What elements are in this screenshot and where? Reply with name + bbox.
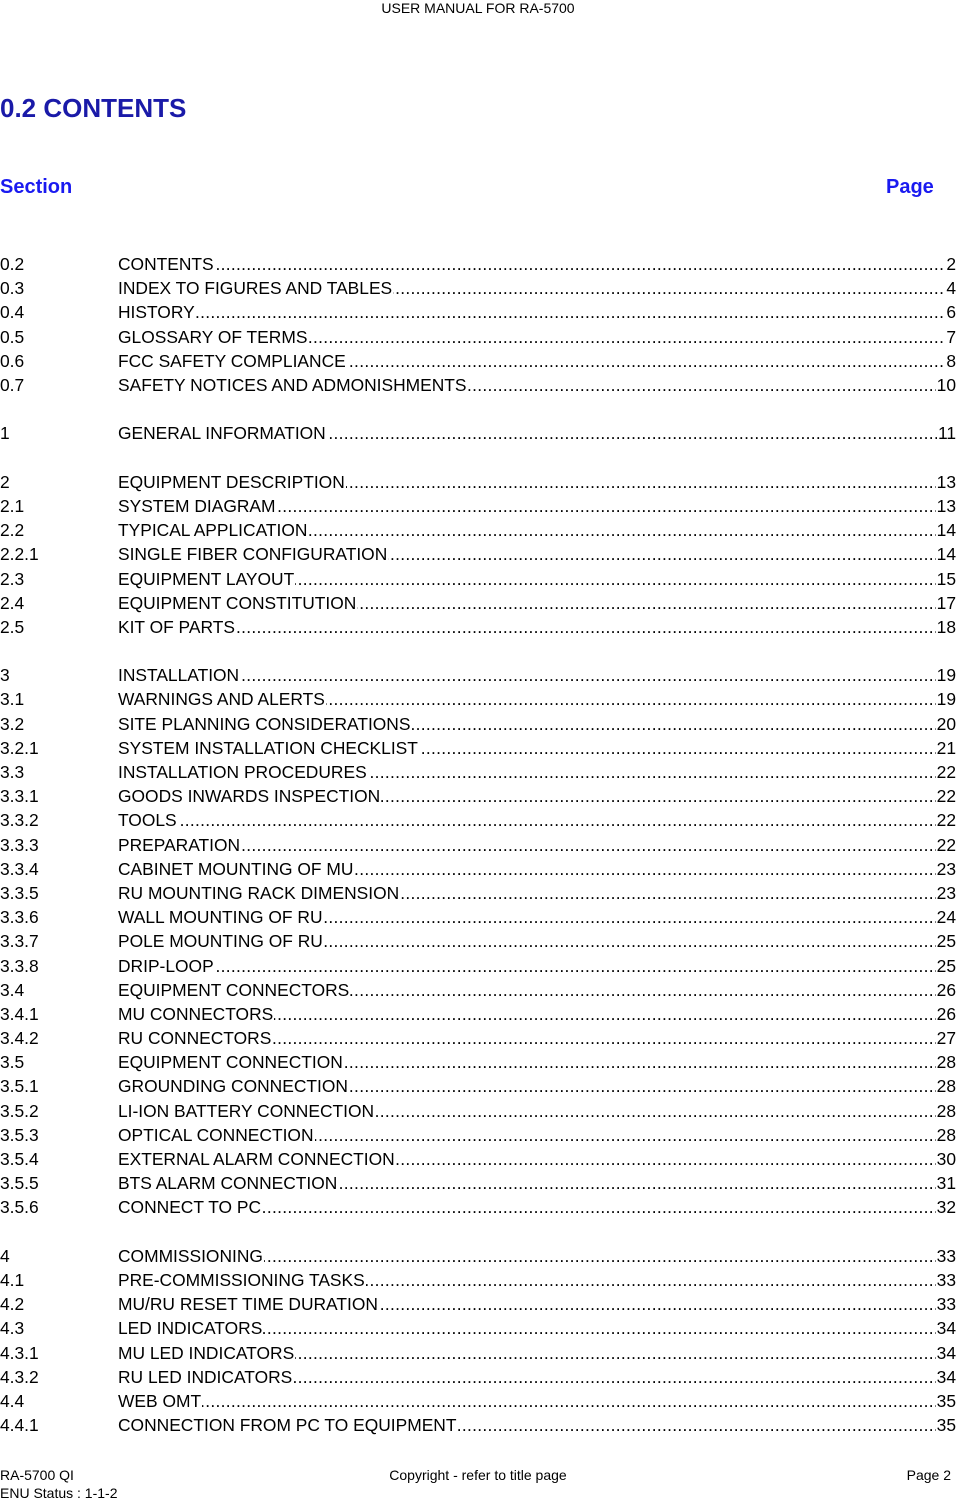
toc-title-leader bbox=[118, 954, 936, 978]
toc-section-title: POLE MOUNTING OF RU bbox=[118, 931, 323, 952]
toc-spacer bbox=[0, 446, 956, 470]
toc-title-leader bbox=[118, 349, 945, 373]
toc-section-number: 3.5.4 bbox=[0, 1149, 39, 1170]
toc-section-title: TOOLS bbox=[118, 810, 177, 831]
toc-section-number: 4.1 bbox=[0, 1269, 25, 1290]
toc-entry[interactable] bbox=[0, 905, 956, 929]
toc-page-number: 28 bbox=[936, 1124, 956, 1145]
toc-section-number: 2.1 bbox=[0, 495, 25, 516]
toc-title-leader bbox=[118, 1268, 936, 1292]
toc-title-leader bbox=[118, 784, 936, 808]
toc-page-number: 26 bbox=[936, 979, 956, 1000]
toc-page-number: 20 bbox=[936, 713, 956, 734]
toc-page-number: 24 bbox=[936, 907, 956, 928]
toc-entry[interactable] bbox=[0, 833, 956, 857]
toc-entry[interactable] bbox=[0, 421, 956, 445]
toc-title-leader bbox=[118, 518, 936, 542]
toc-entry[interactable] bbox=[0, 1099, 956, 1123]
toc-section-number: 1 bbox=[0, 423, 10, 444]
toc-page-number: 19 bbox=[936, 689, 956, 710]
toc-page-number: 2 bbox=[946, 254, 956, 275]
toc-section-number: 3.5.2 bbox=[0, 1100, 39, 1121]
toc-section-title: CONNECTION FROM PC TO EQUIPMENT bbox=[118, 1415, 457, 1436]
toc-title-leader bbox=[118, 978, 936, 1002]
toc-title-leader bbox=[118, 252, 945, 276]
toc-section-title: SINGLE FIBER CONFIGURATION bbox=[118, 544, 388, 565]
toc-section-title: CONTENTS bbox=[118, 254, 214, 275]
toc-entry[interactable] bbox=[0, 276, 956, 300]
toc-section-number: 3.3.1 bbox=[0, 786, 39, 807]
toc-section-number: 2.2.1 bbox=[0, 544, 39, 565]
toc-page-number: 10 bbox=[936, 375, 956, 396]
page-column-heading: Page bbox=[886, 176, 934, 198]
toc-section-title: INSTALLATION bbox=[118, 665, 240, 686]
toc-page-number: 18 bbox=[936, 616, 956, 637]
toc-title-leader bbox=[118, 373, 936, 397]
toc-section-title: COMMISSIONING bbox=[118, 1245, 263, 1266]
toc-entry[interactable] bbox=[0, 1389, 956, 1413]
toc-entry[interactable] bbox=[0, 1171, 956, 1195]
toc-section-number: 3.4.1 bbox=[0, 1003, 39, 1024]
toc-page-number: 22 bbox=[936, 786, 956, 807]
toc-section-title: MU/RU RESET TIME DURATION bbox=[118, 1294, 378, 1315]
toc-spacer bbox=[0, 397, 956, 421]
toc-entry[interactable] bbox=[0, 663, 956, 687]
table-of-contents bbox=[0, 252, 956, 1437]
toc-title-leader bbox=[118, 833, 936, 857]
toc-entry[interactable] bbox=[0, 978, 956, 1002]
toc-entry[interactable] bbox=[0, 1340, 956, 1364]
toc-page-number: 14 bbox=[936, 544, 956, 565]
toc-title-leader bbox=[118, 857, 936, 881]
toc-page-number: 27 bbox=[936, 1028, 956, 1049]
toc-section-number: 4.4 bbox=[0, 1390, 25, 1411]
toc-title-leader bbox=[118, 615, 936, 639]
toc-section-title: SYSTEM INSTALLATION CHECKLIST bbox=[118, 737, 418, 758]
toc-page-number: 35 bbox=[936, 1415, 956, 1436]
toc-section-number: 0.3 bbox=[0, 278, 25, 299]
toc-entry[interactable] bbox=[0, 712, 956, 736]
page-title: 0.2 CONTENTS bbox=[0, 93, 187, 123]
toc-section-title: GOODS INWARDS INSPECTION bbox=[118, 786, 381, 807]
toc-page-number: 25 bbox=[936, 931, 956, 952]
toc-section-title: MU LED INDICATORS bbox=[118, 1342, 295, 1363]
toc-section-number: 3.3.6 bbox=[0, 907, 39, 928]
toc-entry[interactable] bbox=[0, 1002, 956, 1026]
toc-page-number: 4 bbox=[946, 278, 956, 299]
toc-entry[interactable] bbox=[0, 470, 956, 494]
toc-page-number: 14 bbox=[936, 520, 956, 541]
toc-section-title: LI-ION BATTERY CONNECTION bbox=[118, 1100, 375, 1121]
toc-entry[interactable] bbox=[0, 760, 956, 784]
toc-entry[interactable] bbox=[0, 953, 956, 977]
toc-title-leader bbox=[118, 1123, 936, 1147]
toc-section-title: DRIP-LOOP bbox=[118, 955, 214, 976]
toc-page-number: 28 bbox=[936, 1100, 956, 1121]
toc-section-title: LED INDICATORS bbox=[118, 1318, 263, 1339]
toc-page-number: 32 bbox=[936, 1197, 956, 1218]
toc-entry[interactable] bbox=[0, 542, 956, 566]
toc-page-number: 21 bbox=[936, 737, 956, 758]
toc-section-number: 0.7 bbox=[0, 375, 25, 396]
toc-section-number: 3.4 bbox=[0, 979, 25, 1000]
toc-section-title: EQUIPMENT LAYOUT bbox=[118, 568, 295, 589]
toc-section-title: WARNINGS AND ALERTS bbox=[118, 689, 325, 710]
toc-entry[interactable] bbox=[0, 881, 956, 905]
toc-section-title: GLOSSARY OF TERMS bbox=[118, 326, 308, 347]
toc-title-leader bbox=[118, 663, 936, 687]
toc-section-number: 2.3 bbox=[0, 568, 25, 589]
toc-page-number: 34 bbox=[936, 1366, 956, 1387]
toc-section-number: 3.3 bbox=[0, 762, 25, 783]
toc-page-number: 23 bbox=[936, 882, 956, 903]
toc-page-number: 17 bbox=[936, 592, 956, 613]
toc-page-number: 33 bbox=[936, 1294, 956, 1315]
toc-entry[interactable] bbox=[0, 1123, 956, 1147]
toc-section-title: SITE PLANNING CONSIDERATIONS bbox=[118, 713, 411, 734]
toc-section-number: 3.1 bbox=[0, 689, 25, 710]
toc-section-number: 3.4.2 bbox=[0, 1028, 39, 1049]
toc-section-title: EQUIPMENT DESCRIPTION bbox=[118, 471, 345, 492]
toc-title-leader bbox=[118, 1244, 936, 1268]
toc-entry[interactable] bbox=[0, 252, 956, 276]
toc-section-title: PRE-COMMISSIONING TASKS bbox=[118, 1269, 365, 1290]
toc-title-leader bbox=[118, 1026, 936, 1050]
toc-section-number: 3 bbox=[0, 665, 10, 686]
toc-section-title: GROUNDING CONNECTION bbox=[118, 1076, 348, 1097]
toc-entry[interactable] bbox=[0, 1365, 956, 1389]
toc-section-number: 3.3.3 bbox=[0, 834, 39, 855]
footer-doc-id: RA-5700 QI bbox=[0, 1467, 74, 1483]
toc-section-title: GENERAL INFORMATION bbox=[118, 423, 326, 444]
footer-copyright: Copyright - refer to title page bbox=[389, 1467, 567, 1483]
toc-title-leader bbox=[118, 881, 936, 905]
toc-entry[interactable] bbox=[0, 566, 956, 590]
toc-page-number: 28 bbox=[936, 1052, 956, 1073]
toc-title-leader bbox=[118, 808, 936, 832]
toc-title-leader bbox=[118, 542, 936, 566]
toc-section-title: TYPICAL APPLICATION bbox=[118, 520, 308, 541]
toc-section-number: 3.5.5 bbox=[0, 1173, 39, 1194]
toc-section-title: FCC SAFETY COMPLIANCE bbox=[118, 350, 346, 371]
toc-page-number: 28 bbox=[936, 1076, 956, 1097]
toc-title-leader bbox=[118, 687, 936, 711]
toc-title-leader bbox=[118, 929, 936, 953]
toc-title-leader bbox=[118, 1002, 936, 1026]
toc-entry[interactable] bbox=[0, 615, 956, 639]
toc-page-number: 7 bbox=[946, 326, 956, 347]
toc-title-leader bbox=[118, 736, 936, 760]
toc-page-number: 22 bbox=[936, 810, 956, 831]
toc-section-number: 0.2 bbox=[0, 254, 25, 275]
toc-entry[interactable] bbox=[0, 736, 956, 760]
toc-section-number: 4.2 bbox=[0, 1294, 25, 1315]
toc-page-number: 35 bbox=[936, 1390, 956, 1411]
toc-entry[interactable] bbox=[0, 1292, 956, 1316]
toc-section-title: CABINET MOUNTING OF MU bbox=[118, 858, 354, 879]
toc-title-leader bbox=[118, 300, 945, 324]
footer-status: ENU Status : 1-1-2 bbox=[0, 1485, 118, 1501]
toc-title-leader bbox=[118, 1147, 936, 1171]
toc-section-number: 4.3.1 bbox=[0, 1342, 39, 1363]
toc-page-number: 33 bbox=[936, 1269, 956, 1290]
toc-section-title: RU LED INDICATORS bbox=[118, 1366, 293, 1387]
toc-section-title: EXTERNAL ALARM CONNECTION bbox=[118, 1149, 395, 1170]
toc-section-number: 0.6 bbox=[0, 350, 25, 371]
toc-title-leader bbox=[118, 1389, 936, 1413]
toc-section-title: CONNECT TO PC bbox=[118, 1197, 262, 1218]
toc-entry[interactable] bbox=[0, 349, 956, 373]
toc-section-title: HISTORY bbox=[118, 302, 195, 323]
toc-title-leader bbox=[118, 1341, 936, 1365]
toc-page-number: 8 bbox=[946, 350, 956, 371]
running-header: USER MANUAL FOR RA-5700 bbox=[381, 0, 575, 16]
toc-section-number: 2 bbox=[0, 471, 10, 492]
section-column-heading: Section bbox=[0, 176, 73, 198]
toc-entry[interactable] bbox=[0, 1050, 956, 1074]
toc-title-leader bbox=[118, 1195, 936, 1219]
toc-section-number: 3.3.2 bbox=[0, 810, 39, 831]
toc-title-leader bbox=[118, 591, 936, 615]
toc-entry[interactable] bbox=[0, 857, 956, 881]
toc-page-number: 34 bbox=[936, 1342, 956, 1363]
toc-title-leader bbox=[118, 1050, 936, 1074]
toc-section-number: 3.2 bbox=[0, 713, 25, 734]
toc-page-number: 22 bbox=[936, 762, 956, 783]
toc-spacer bbox=[0, 1220, 956, 1244]
toc-title-leader bbox=[118, 1074, 936, 1098]
toc-entry[interactable] bbox=[0, 1413, 956, 1437]
toc-title-leader bbox=[118, 1171, 936, 1195]
toc-section-number: 3.2.1 bbox=[0, 737, 39, 758]
toc-section-number: 3.3.7 bbox=[0, 931, 39, 952]
toc-title-leader bbox=[118, 1292, 936, 1316]
toc-page-number: 23 bbox=[936, 858, 956, 879]
toc-section-title: EQUIPMENT CONNECTORS bbox=[118, 979, 350, 1000]
toc-section-number: 4.4.1 bbox=[0, 1415, 39, 1436]
toc-page-number: 25 bbox=[936, 955, 956, 976]
toc-section-title: SYSTEM DIAGRAM bbox=[118, 495, 276, 516]
toc-section-number: 3.5.3 bbox=[0, 1124, 39, 1145]
toc-title-leader bbox=[118, 325, 945, 349]
toc-entry[interactable] bbox=[0, 300, 956, 324]
toc-section-title: SAFETY NOTICES AND ADMONISHMENTS bbox=[118, 375, 467, 396]
toc-entry[interactable] bbox=[0, 518, 956, 542]
toc-section-number: 3.5.6 bbox=[0, 1197, 39, 1218]
toc-section-title: EQUIPMENT CONNECTION bbox=[118, 1052, 343, 1073]
toc-title-leader bbox=[118, 470, 936, 494]
toc-page-number: 19 bbox=[936, 665, 956, 686]
toc-title-leader bbox=[118, 1099, 936, 1123]
toc-title-leader bbox=[118, 567, 936, 591]
toc-title-leader bbox=[118, 1316, 936, 1340]
toc-page-number: 13 bbox=[936, 495, 956, 516]
toc-section-number: 0.4 bbox=[0, 302, 25, 323]
toc-title-leader bbox=[118, 276, 945, 300]
toc-page-number: 34 bbox=[936, 1318, 956, 1339]
toc-entry[interactable] bbox=[0, 494, 956, 518]
toc-page-number: 33 bbox=[936, 1245, 956, 1266]
toc-title-leader bbox=[118, 905, 936, 929]
toc-section-title: WALL MOUNTING OF RU bbox=[118, 907, 323, 928]
toc-section-title: WEB OMT bbox=[118, 1390, 202, 1411]
toc-section-title: EQUIPMENT CONSTITUTION bbox=[118, 592, 357, 613]
toc-entry[interactable] bbox=[0, 808, 956, 832]
toc-page-number: 31 bbox=[936, 1173, 956, 1194]
toc-page-number: 22 bbox=[936, 834, 956, 855]
toc-page-number: 15 bbox=[936, 568, 956, 589]
toc-section-number: 3.3.5 bbox=[0, 882, 39, 903]
toc-section-number: 4.3.2 bbox=[0, 1366, 39, 1387]
toc-title-leader bbox=[118, 421, 937, 445]
toc-entry[interactable] bbox=[0, 1026, 956, 1050]
toc-entry[interactable] bbox=[0, 1244, 956, 1268]
toc-page-number: 6 bbox=[946, 302, 956, 323]
toc-title-leader bbox=[118, 1365, 936, 1389]
toc-section-title: MU CONNECTORS bbox=[118, 1003, 274, 1024]
footer-page-number: Page 2 bbox=[906, 1467, 951, 1483]
toc-entry[interactable] bbox=[0, 1195, 956, 1219]
toc-section-number: 4 bbox=[0, 1245, 10, 1266]
toc-entry[interactable] bbox=[0, 1316, 956, 1340]
toc-section-title: BTS ALARM CONNECTION bbox=[118, 1173, 338, 1194]
toc-section-number: 2.4 bbox=[0, 592, 25, 613]
toc-page-number: 26 bbox=[936, 1003, 956, 1024]
toc-section-title: KIT OF PARTS bbox=[118, 616, 235, 637]
toc-section-title: PREPARATION bbox=[118, 834, 241, 855]
toc-section-title: RU MOUNTING RACK DIMENSION bbox=[118, 882, 400, 903]
toc-section-title: OPTICAL CONNECTION bbox=[118, 1124, 314, 1145]
toc-page-number: 13 bbox=[936, 471, 956, 492]
toc-page-number: 11 bbox=[937, 423, 956, 444]
toc-section-title: RU CONNECTORS bbox=[118, 1028, 272, 1049]
toc-section-number: 3.3.4 bbox=[0, 858, 39, 879]
toc-entry[interactable] bbox=[0, 373, 956, 397]
toc-title-leader bbox=[118, 1413, 936, 1437]
toc-section-number: 0.5 bbox=[0, 326, 25, 347]
toc-title-leader bbox=[118, 494, 936, 518]
toc-section-title: INDEX TO FIGURES AND TABLES bbox=[118, 278, 393, 299]
toc-entry[interactable] bbox=[0, 1268, 956, 1292]
toc-entry[interactable] bbox=[0, 784, 956, 808]
toc-section-number: 3.5 bbox=[0, 1052, 25, 1073]
toc-title-leader bbox=[118, 760, 936, 784]
toc-spacer bbox=[0, 639, 956, 663]
toc-entry[interactable] bbox=[0, 687, 956, 711]
toc-entry[interactable] bbox=[0, 929, 956, 953]
toc-section-number: 2.2 bbox=[0, 520, 25, 541]
toc-entry[interactable] bbox=[0, 591, 956, 615]
toc-section-number: 4.3 bbox=[0, 1318, 25, 1339]
toc-section-number: 2.5 bbox=[0, 616, 25, 637]
toc-section-number: 3.5.1 bbox=[0, 1076, 39, 1097]
toc-entry[interactable] bbox=[0, 1147, 956, 1171]
toc-entry[interactable] bbox=[0, 1074, 956, 1098]
toc-title-leader bbox=[118, 712, 936, 736]
toc-page-number: 30 bbox=[936, 1149, 956, 1170]
toc-section-number: 3.3.8 bbox=[0, 955, 39, 976]
toc-section-title: INSTALLATION PROCEDURES bbox=[118, 762, 367, 783]
toc-entry[interactable] bbox=[0, 325, 956, 349]
